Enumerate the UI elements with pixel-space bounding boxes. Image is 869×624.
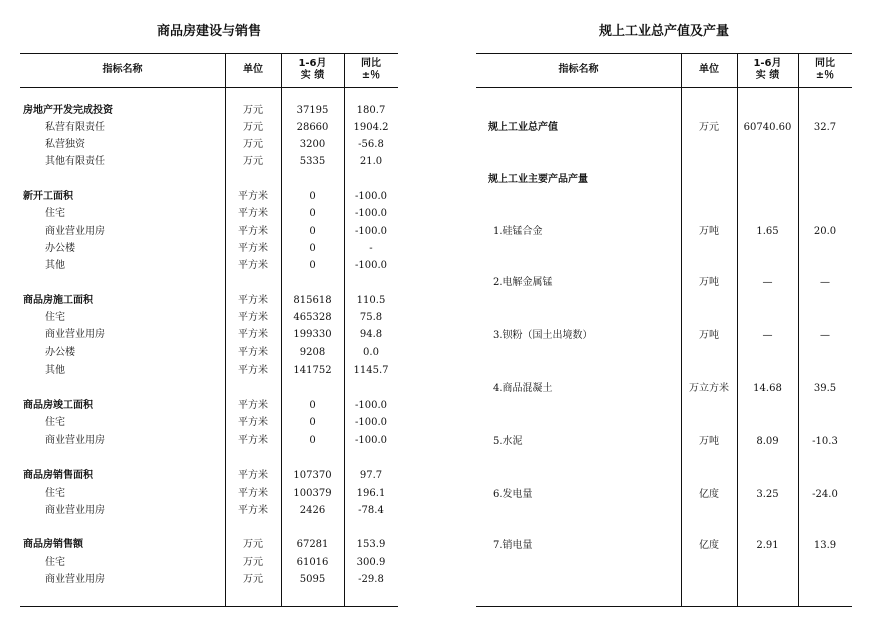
right-table-title: 规上工业总产值及产量 xyxy=(598,24,729,39)
cell-name: 商品房竣工面积 xyxy=(23,400,93,411)
cell-name: 其他 xyxy=(45,260,65,271)
header-yoy xyxy=(344,53,398,87)
cell-unit: 万吨 xyxy=(699,330,719,341)
header-unit: 单位 xyxy=(243,64,263,75)
section-row xyxy=(20,536,398,553)
cell-name: 商业营业用房 xyxy=(45,329,105,340)
cell-value: 107370 xyxy=(293,470,332,481)
header-yoy-line1: 同比 xyxy=(361,58,381,69)
cell-yoy: 0.0 xyxy=(363,347,379,358)
cell-unit: 平方米 xyxy=(238,312,268,323)
cell-name: 2.电解金属锰 xyxy=(493,277,553,288)
cell-name: 房地产开发完成投资 xyxy=(23,105,113,116)
header-period xyxy=(737,53,798,87)
cell-unit: 万元 xyxy=(243,574,263,585)
table-row xyxy=(20,554,398,571)
cell-yoy: -100.0 xyxy=(354,435,387,446)
cell-unit: 平方米 xyxy=(238,505,268,516)
cell-value: 3.25 xyxy=(756,489,779,500)
cell-name: 新开工面积 xyxy=(23,191,73,202)
cell-value: 28660 xyxy=(296,122,329,133)
cell-yoy: 20.0 xyxy=(813,226,837,237)
cell-name: 商业营业用房 xyxy=(45,226,105,237)
cell-unit: 平方米 xyxy=(238,260,268,271)
cell-unit: 平方米 xyxy=(238,329,268,340)
industrial-output-table xyxy=(476,53,852,607)
cell-value: 465328 xyxy=(293,312,332,323)
cell-name: 商业营业用房 xyxy=(45,574,105,585)
section-row xyxy=(476,119,852,136)
cell-unit: 平方米 xyxy=(238,243,268,254)
cell-name: 商业营业用房 xyxy=(45,505,105,516)
cell-yoy: 1145.7 xyxy=(353,365,389,376)
cell-yoy: -24.0 xyxy=(812,489,838,500)
table-row xyxy=(20,257,398,274)
header-rule xyxy=(476,87,852,88)
cell-unit: 平方米 xyxy=(238,470,268,481)
cell-value: 0 xyxy=(309,417,316,428)
cell-value: 67281 xyxy=(296,539,329,550)
bottom-rule xyxy=(476,606,852,607)
cell-yoy: - xyxy=(369,243,373,254)
cell-unit: 万吨 xyxy=(699,277,719,288)
cell-unit: 万元 xyxy=(243,156,263,167)
table-row xyxy=(476,327,852,344)
cell-unit: 平方米 xyxy=(238,226,268,237)
cell-value: 1.65 xyxy=(756,226,779,237)
header-indicator-name: 指标名称 xyxy=(558,64,599,75)
table-row xyxy=(476,537,852,554)
cell-name: 办公楼 xyxy=(45,243,75,254)
cell-unit: 平方米 xyxy=(238,191,268,202)
cell-unit: 亿度 xyxy=(699,489,719,500)
cell-value: 2426 xyxy=(299,505,326,516)
section-row xyxy=(476,171,852,188)
cell-unit: 万元 xyxy=(243,539,263,550)
cell-unit: 万元 xyxy=(243,122,263,133)
cell-unit: 亿度 xyxy=(699,540,719,551)
cell-name: 6.发电量 xyxy=(493,489,533,500)
cell-unit: 万元 xyxy=(699,122,719,133)
header-unit: 单位 xyxy=(699,64,719,75)
table-row xyxy=(20,362,398,379)
cell-name: 私营有限责任 xyxy=(45,122,105,133)
cell-value: 3200 xyxy=(299,139,326,150)
cell-name: 商品房销售面积 xyxy=(23,470,93,481)
cell-unit: 平方米 xyxy=(238,295,268,306)
table-row xyxy=(476,486,852,503)
cell-value: 0 xyxy=(309,191,316,202)
cell-unit: 万元 xyxy=(243,557,263,568)
table-row xyxy=(20,414,398,431)
cell-value: 0 xyxy=(309,243,316,254)
cell-value: 9208 xyxy=(299,347,326,358)
cell-unit: 万元 xyxy=(243,139,263,150)
cell-yoy: 32.7 xyxy=(813,122,837,133)
table-row xyxy=(20,223,398,240)
cell-value: 141752 xyxy=(293,365,332,376)
header-yoy-line2: ±％ xyxy=(361,70,381,81)
cell-yoy: 94.8 xyxy=(359,329,383,340)
section-row xyxy=(20,102,398,119)
cell-yoy: — xyxy=(820,330,830,341)
cell-unit: 万元 xyxy=(243,105,263,116)
cell-value: 0 xyxy=(309,208,316,219)
header-indicator-name: 指标名称 xyxy=(102,64,143,75)
cell-yoy: 196.1 xyxy=(356,488,386,499)
cell-yoy: 39.5 xyxy=(813,383,837,394)
cell-unit: 平方米 xyxy=(238,488,268,499)
cell-name: 商业营业用房 xyxy=(45,435,105,446)
header-period-line2: 实 绩 xyxy=(755,70,780,81)
cell-value: 8.09 xyxy=(756,436,779,447)
cell-name: 住宅 xyxy=(45,208,65,219)
cell-unit: 平方米 xyxy=(238,208,268,219)
cell-name: 住宅 xyxy=(45,417,65,428)
cell-name: 住宅 xyxy=(45,312,65,323)
table-row xyxy=(20,136,398,153)
section-row xyxy=(20,397,398,414)
cell-yoy: -100.0 xyxy=(354,260,387,271)
cell-value: 5095 xyxy=(299,574,326,585)
cell-yoy: -100.0 xyxy=(354,400,387,411)
cell-yoy: 13.9 xyxy=(813,540,837,551)
cell-name: 住宅 xyxy=(45,488,65,499)
cell-value: 815618 xyxy=(293,295,332,306)
section-row xyxy=(20,292,398,309)
section-row xyxy=(20,467,398,484)
cell-value: 0 xyxy=(309,435,316,446)
cell-name: 私营独资 xyxy=(45,139,85,150)
cell-unit: 平方米 xyxy=(238,365,268,376)
table-row xyxy=(476,380,852,397)
cell-yoy: 300.9 xyxy=(356,557,386,568)
cell-value: 61016 xyxy=(296,557,329,568)
cell-value: 0 xyxy=(309,260,316,271)
table-row xyxy=(476,223,852,240)
cell-unit: 平方米 xyxy=(238,347,268,358)
cell-yoy: 180.7 xyxy=(356,105,386,116)
header-period xyxy=(281,53,344,87)
table-row xyxy=(20,240,398,257)
header-period-line1: 1-6月 xyxy=(298,58,327,69)
cell-name: 7.销电量 xyxy=(493,540,533,551)
cell-yoy: — xyxy=(820,277,830,288)
cell-value: 37195 xyxy=(296,105,329,116)
cell-value: 60740.60 xyxy=(743,122,792,133)
cell-yoy: -100.0 xyxy=(354,226,387,237)
cell-unit: 万吨 xyxy=(699,436,719,447)
table-row xyxy=(20,326,398,343)
cell-name: 其他有限责任 xyxy=(45,156,105,167)
left-table-title: 商品房建设与销售 xyxy=(156,24,261,39)
table-row xyxy=(476,433,852,450)
cell-name: 办公楼 xyxy=(45,347,75,358)
cell-name: 5.水泥 xyxy=(493,436,523,447)
cell-name: 其他 xyxy=(45,365,65,376)
cell-value: 14.68 xyxy=(753,383,782,394)
cell-unit: 平方米 xyxy=(238,417,268,428)
cell-value: 2.91 xyxy=(756,540,779,551)
table-row xyxy=(20,344,398,361)
header-yoy-line2: ±％ xyxy=(815,70,835,81)
table-row xyxy=(20,571,398,588)
cell-yoy: -29.8 xyxy=(358,574,384,585)
cell-yoy: -100.0 xyxy=(354,191,387,202)
cell-name: 1.硅锰合金 xyxy=(493,226,543,237)
cell-name: 商品房施工面积 xyxy=(23,295,93,306)
table-row xyxy=(20,153,398,170)
cell-yoy: -100.0 xyxy=(354,208,387,219)
cell-value: 0 xyxy=(309,226,316,237)
cell-yoy: -78.4 xyxy=(358,505,384,516)
header-rule xyxy=(20,87,398,88)
section-row xyxy=(20,188,398,205)
header-yoy-line1: 同比 xyxy=(815,58,835,69)
cell-unit: 万吨 xyxy=(699,226,719,237)
cell-yoy: 110.5 xyxy=(356,295,386,306)
cell-yoy: 1904.2 xyxy=(353,122,389,133)
cell-yoy: 75.8 xyxy=(359,312,383,323)
cell-value: — xyxy=(762,277,773,288)
cell-value: 0 xyxy=(309,400,316,411)
header-period-line2: 实 绩 xyxy=(300,70,325,81)
table-row xyxy=(20,432,398,449)
cell-yoy: -10.3 xyxy=(812,436,838,447)
cell-name: 规上工业主要产品产量 xyxy=(488,174,588,185)
cell-value: — xyxy=(762,330,773,341)
table-row xyxy=(20,205,398,222)
real-estate-table xyxy=(20,53,398,607)
cell-yoy: -56.8 xyxy=(358,139,384,150)
cell-name: 3.钡粉（国土出境数） xyxy=(493,330,593,341)
cell-unit: 平方米 xyxy=(238,400,268,411)
cell-unit: 万立方米 xyxy=(689,383,729,394)
cell-unit: 平方米 xyxy=(238,435,268,446)
cell-value: 5335 xyxy=(299,156,326,167)
cell-yoy: 153.9 xyxy=(356,539,386,550)
table-row xyxy=(20,309,398,326)
cell-name: 规上工业总产值 xyxy=(488,122,558,133)
table-row xyxy=(20,119,398,136)
cell-yoy: 97.7 xyxy=(359,470,383,481)
bottom-rule xyxy=(20,606,398,607)
cell-yoy: -100.0 xyxy=(354,417,387,428)
header-yoy xyxy=(798,53,852,87)
cell-name: 住宅 xyxy=(45,557,65,568)
table-row xyxy=(476,274,852,291)
cell-yoy: 21.0 xyxy=(359,156,383,167)
cell-value: 199330 xyxy=(293,329,332,340)
table-row xyxy=(20,485,398,502)
cell-name: 商品房销售额 xyxy=(23,539,83,550)
table-row xyxy=(20,502,398,519)
header-period-line1: 1-6月 xyxy=(753,58,782,69)
cell-name: 4.商品混凝土 xyxy=(493,383,553,394)
cell-value: 100379 xyxy=(293,488,332,499)
